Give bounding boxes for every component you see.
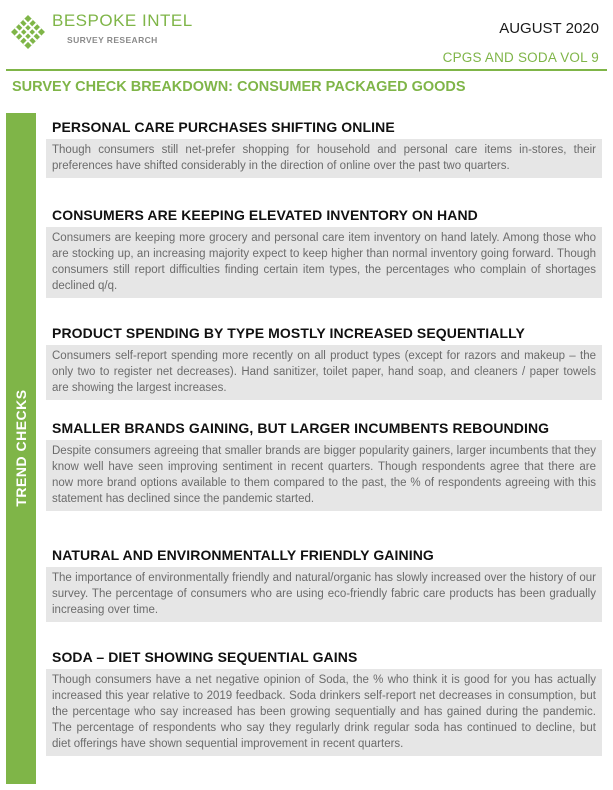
header-divider	[6, 69, 607, 71]
bespoke-logo-icon	[10, 14, 46, 50]
section-body: The importance of environmentally friendly and natural/organic has slowly increased over the history of our survey. The percentage of consumers who are using eco-friendly fabric care products has been gradually increasing over time.	[46, 567, 602, 622]
section-heading: NATURAL AND ENVIRONMENTALLY FRIENDLY GAINING	[52, 547, 434, 563]
section-heading: PERSONAL CARE PURCHASES SHIFTING ONLINE	[52, 119, 395, 135]
sidebar-label: TREND CHECKS	[13, 389, 29, 507]
section-natural	[46, 543, 602, 622]
section-heading: SMALLER BRANDS GAINING, BUT LARGER INCUMBENTS REBOUNDING	[52, 420, 550, 436]
section-heading: PRODUCT SPENDING BY TYPE MOSTLY INCREASED SEQUENTIALLY	[52, 325, 525, 341]
section-body: Despite consumers agreeing that smaller brands are bigger popularity gainers, larger incumbents that they know well have seen improving sentiment in recent quarters. Though respondents agree that there are now more brand options available to them compared to the past, the % of respondents agreeing with this statement has declined since the pandemic started.	[46, 440, 602, 511]
report-volume: CPGS AND SODA VOL 9	[442, 50, 599, 65]
section-inventory	[46, 203, 602, 298]
section-body: Consumers are keeping more grocery and personal care item inventory on hand lately. Among those who are stocking up, an increasing majority expect to keep higher than normal inventory going forward. Though consumers still report difficulties finding certain item types, the percentages who complain of shortages declined q/q.	[46, 227, 602, 298]
page-title: SURVEY CHECK BREAKDOWN: CONSUMER PACKAGED GOODS	[12, 79, 466, 95]
section-personal-care	[46, 115, 602, 178]
section-soda	[46, 645, 602, 756]
report-date: AUGUST 2020	[499, 20, 599, 37]
brand-subtitle: SURVEY RESEARCH	[67, 35, 158, 45]
section-product-spending	[46, 321, 602, 400]
section-heading: CONSUMERS ARE KEEPING ELEVATED INVENTORY ON HAND	[52, 207, 478, 223]
section-body: Though consumers still net-prefer shopping for household and personal care items in-stores, their preferences have shifted considerably in the direction of online over the past two quarters.	[46, 139, 602, 178]
section-brands	[46, 416, 602, 511]
section-body: Though consumers have a net negative opinion of Soda, the % who think it is good for you has actually increased this year relative to 2019 feedback. Soda drinkers self-report net decreases in consumption, but the percentage who say increased has been growing sequentially and has gained during the pandemic. The percentage of respondents who say they regularly drink regular soda has continued to decline, but diet offerings have shown sequential improvement in recent quarters.	[46, 669, 602, 756]
section-body: Consumers self-report spending more recently on all product types (except for razors and makeup – the only two to register net decreases). Hand sanitizer, toilet paper, hand soap, and cleaners / paper towels are showing the largest increases.	[46, 345, 602, 400]
brand-name: BESPOKE INTEL	[52, 11, 193, 30]
section-heading: SODA – DIET SHOWING SEQUENTIAL GAINS	[52, 649, 358, 665]
